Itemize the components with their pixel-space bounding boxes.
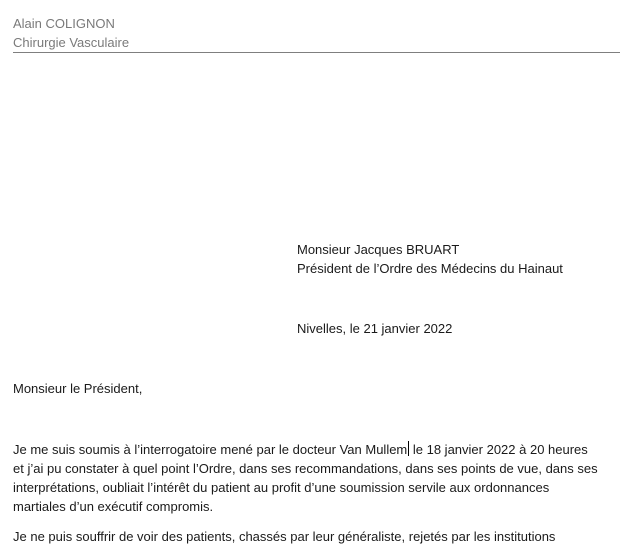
recipient-name: Monsieur Jacques BRUART: [297, 242, 460, 257]
paragraph-line: interprétations, oubliait l’intérêt du patient au profit d’une soumission servile aux ordonnances: [13, 480, 550, 495]
text-before-cursor: Je me suis soumis à l’interrogatoire mené par le docteur Van Mullem: [13, 442, 408, 457]
recipient-block: [297, 240, 563, 278]
text-after-cursor: le 18 janvier 2022 à 20 heures: [409, 442, 588, 457]
paragraph-line: martiales d’un exécutif compromis.: [13, 499, 214, 514]
paragraph-line: et j’ai pu constater à quel point l’Ordre, dans ses recommandations, dans ses points de vue, dans ses: [13, 461, 598, 476]
paragraph-line: Je ne puis souffrir de voir des patients, chassés par leur généraliste, rejetés par les institutions: [13, 529, 556, 544]
body-paragraph-2[interactable]: [13, 527, 625, 546]
letterhead: [13, 14, 620, 53]
recipient-title: Président de l’Ordre des Médecins du Hainaut: [297, 261, 563, 276]
salutation: Monsieur le Président,: [13, 381, 143, 396]
author-name: Alain COLIGNON: [13, 16, 115, 31]
paragraph-line: [13, 440, 625, 459]
place-date: Nivelles, le 21 janvier 2022: [297, 321, 453, 336]
body-paragraph-1[interactable]: [13, 440, 625, 516]
author-specialty: Chirurgie Vasculaire: [13, 35, 130, 50]
